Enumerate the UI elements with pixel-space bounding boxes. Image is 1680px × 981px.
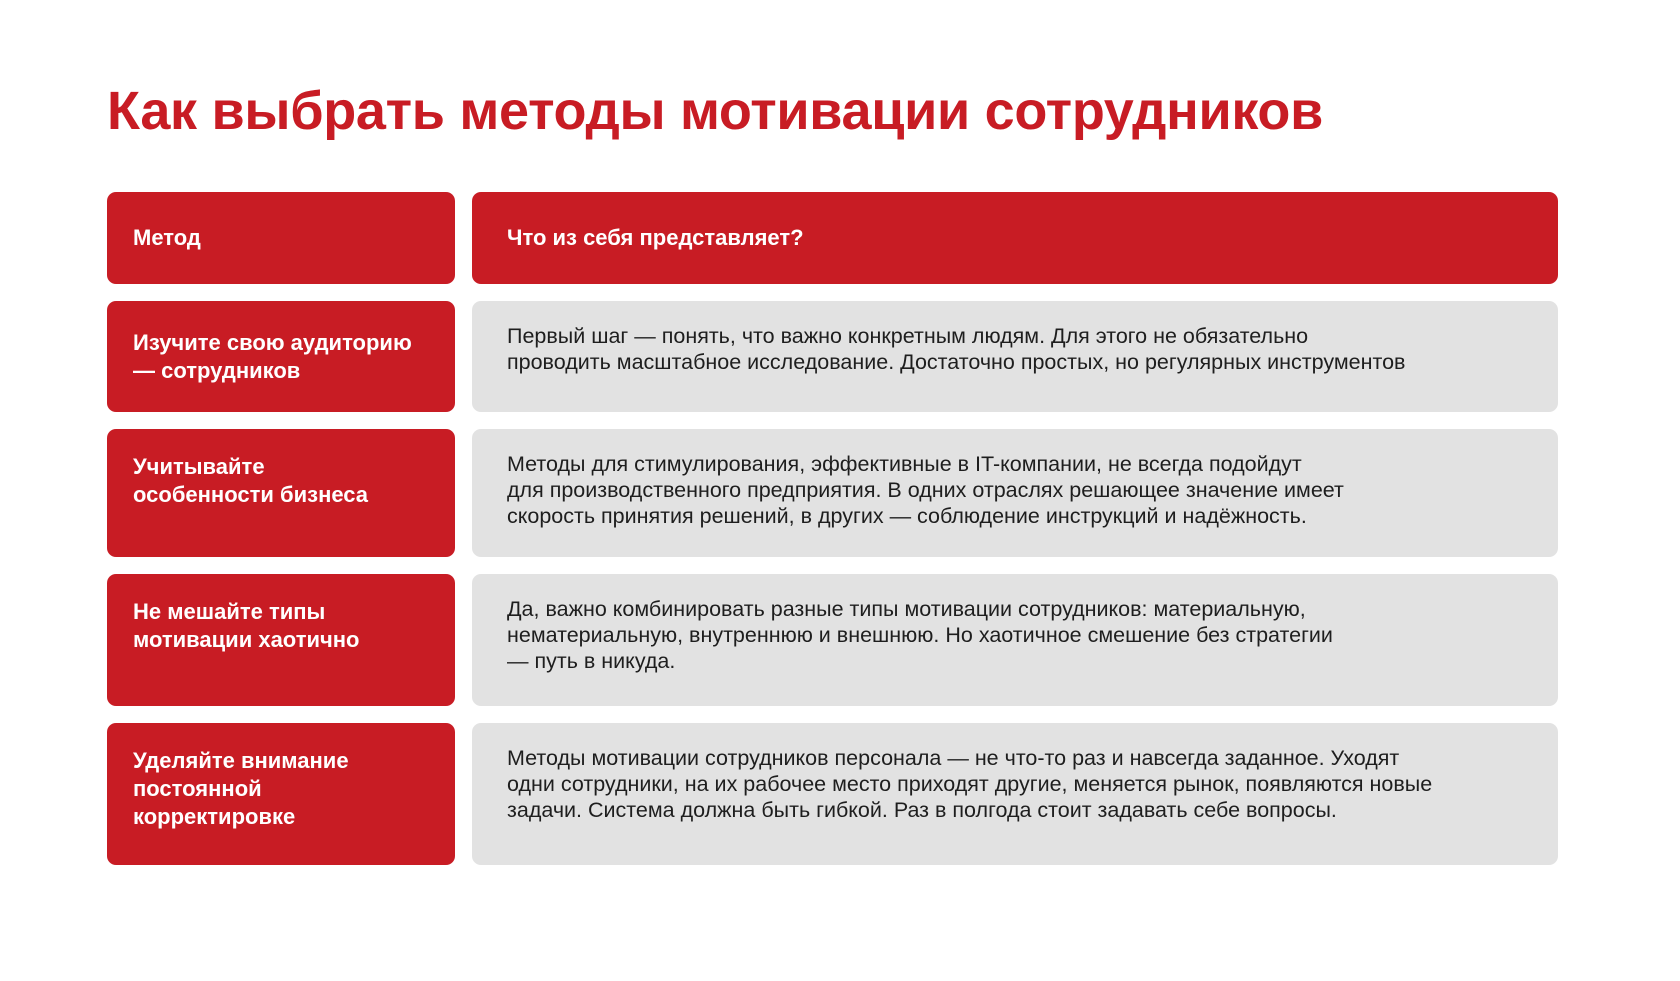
- method-label: Изучите свою аудиторию — сотрудников: [133, 329, 412, 383]
- method-cell: [107, 723, 455, 865]
- page-title: Как выбрать методы мотивации сотрудников: [107, 81, 1323, 141]
- table-row: [107, 574, 1558, 706]
- description-cell: [472, 301, 1558, 412]
- method-cell: [107, 429, 455, 557]
- table-row: [107, 301, 1558, 412]
- description-text: Методы мотивации сотрудников персонала — не что-то раз и навсегда заданное. Уходят одни сотрудники, на их рабочее место приходят другие, меняется рынок, появляются новые задачи. Система должна быть гибкой. Раз в полгода стоит задавать себе вопросы.: [507, 746, 1433, 822]
- method-cell: [107, 301, 455, 412]
- table-header-row: [107, 192, 1558, 284]
- description-text: Методы для стимулирования, эффективные в IT-компании, не всегда подойдут для производственного предприятия. В одних отраслях решающее значение имеет скорость принятия решений, в других — соблюдение инструкций и надёжность.: [507, 452, 1344, 528]
- header-method-label: Метод: [133, 225, 201, 250]
- method-cell: [107, 574, 455, 706]
- description-cell: [472, 574, 1558, 706]
- description-text: Да, важно комбинировать разные типы мотивации сотрудников: материальную, нематериальную, внутреннюю и внешнюю. Но хаотичное смешение без стратегии — путь в никуда.: [507, 597, 1333, 673]
- method-label: Уделяйте внимание постоянной корректировке: [133, 748, 349, 829]
- description-text: Первый шаг — понять, что важно конкретным людям. Для этого не обязательно проводить масштабное исследование. Достаточно простых, но регулярных инструментов: [507, 324, 1406, 374]
- table-row: [107, 429, 1558, 557]
- method-label: Учитывайте особенности бизнеса: [133, 454, 369, 507]
- table-row: [107, 723, 1558, 865]
- method-label: Не мешайте типы мотивации хаотично: [133, 599, 360, 652]
- description-cell: [472, 429, 1558, 557]
- methods-table: [107, 192, 1558, 882]
- header-description-label: Что из себя представляет?: [507, 225, 804, 250]
- header-method-cell: [107, 192, 455, 284]
- description-cell: [472, 723, 1558, 865]
- header-description-cell: [472, 192, 1558, 284]
